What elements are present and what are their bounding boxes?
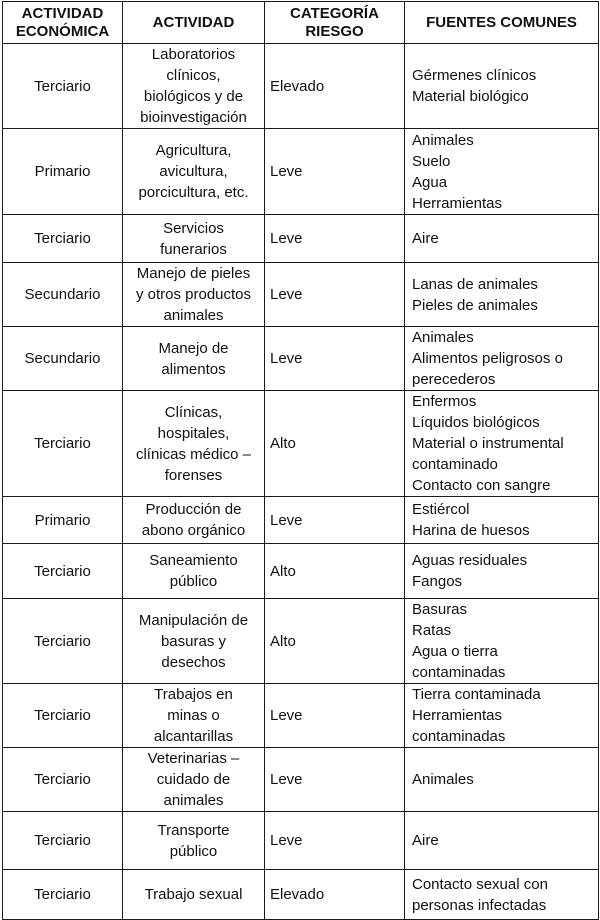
cell-common-sources bbox=[405, 263, 599, 327]
table-row bbox=[3, 327, 599, 391]
source-line: Aire bbox=[412, 230, 439, 247]
cell-activity bbox=[123, 497, 265, 544]
cell-risk-category: Leve bbox=[265, 684, 405, 748]
cell-common-sources bbox=[405, 129, 599, 215]
cell-risk-category: Leve bbox=[265, 327, 405, 391]
table-row bbox=[3, 263, 599, 327]
risk-activity-table bbox=[2, 1, 599, 920]
cell-economic-activity: Secundario bbox=[3, 327, 123, 391]
table-row bbox=[3, 391, 599, 497]
header-economic-activity: ACTIVIDAD ECONÓMICA bbox=[3, 2, 123, 44]
cell-economic-activity: Terciario bbox=[3, 44, 123, 129]
cell-common-sources bbox=[405, 599, 599, 684]
source-line: Suelo bbox=[412, 152, 451, 170]
activity-line: Veterinarias – bbox=[147, 750, 240, 767]
cell-economic-activity: Terciario bbox=[3, 215, 123, 263]
activity-line: clínicas médico – bbox=[135, 445, 252, 463]
source-line: contaminadas bbox=[412, 664, 506, 681]
source-line: Líquidos biológicos bbox=[412, 414, 540, 431]
cell-activity bbox=[123, 327, 265, 391]
cell-economic-activity: Terciario bbox=[3, 599, 123, 684]
activity-line: forenses bbox=[164, 466, 223, 484]
activity-line: cuidado de bbox=[156, 771, 231, 788]
cell-activity bbox=[123, 44, 265, 129]
activity-line: avicultura, bbox=[159, 163, 228, 180]
source-line: Contacto con sangre bbox=[412, 477, 551, 494]
activity-line: Manejo de pieles bbox=[136, 265, 251, 282]
activity-line: Manipulación de bbox=[138, 611, 249, 629]
header-row bbox=[3, 2, 599, 44]
source-line: Agua bbox=[412, 173, 448, 191]
cell-activity bbox=[123, 263, 265, 327]
activity-line: Trabajos en bbox=[154, 686, 233, 703]
activity-line: y otros productos bbox=[135, 286, 252, 303]
activity-line: Manejo de bbox=[158, 339, 229, 357]
table-body bbox=[3, 44, 599, 920]
cell-risk-category: Elevado bbox=[265, 44, 405, 129]
cell-common-sources bbox=[405, 748, 599, 812]
activity-line: basuras y bbox=[160, 632, 227, 650]
cell-common-sources bbox=[405, 684, 599, 748]
activity-line: alcantarillas bbox=[153, 728, 234, 745]
cell-common-sources bbox=[405, 812, 599, 870]
source-line: Material o instrumental bbox=[412, 435, 564, 452]
table-row bbox=[3, 812, 599, 870]
cell-activity bbox=[123, 599, 265, 684]
source-line: Contacto sexual con bbox=[412, 875, 548, 893]
source-line: Animales bbox=[412, 771, 474, 788]
cell-risk-category: Alto bbox=[265, 599, 405, 684]
table-row bbox=[3, 215, 599, 263]
source-line: Pieles de animales bbox=[412, 296, 538, 314]
activity-line: Laboratorios bbox=[151, 46, 236, 63]
cell-activity bbox=[123, 684, 265, 748]
cell-risk-category: Alto bbox=[265, 544, 405, 599]
cell-activity bbox=[123, 391, 265, 497]
activity-line: minas o bbox=[167, 707, 220, 724]
cell-economic-activity: Terciario bbox=[3, 391, 123, 497]
header-activity: ACTIVIDAD bbox=[123, 2, 265, 44]
activity-line: animales bbox=[163, 792, 224, 809]
cell-common-sources bbox=[405, 44, 599, 129]
source-line: personas infectadas bbox=[412, 896, 547, 914]
header-common-sources: FUENTES COMUNES bbox=[405, 2, 599, 44]
activity-line: hospitales, bbox=[157, 424, 230, 442]
activity-line: público bbox=[169, 842, 218, 860]
source-line: Ratas bbox=[412, 622, 452, 639]
header-risk-category: CATEGORÍA RIESGO bbox=[265, 2, 405, 44]
table-row bbox=[3, 684, 599, 748]
activity-line: Saneamiento bbox=[149, 552, 238, 569]
cell-risk-category: Leve bbox=[265, 129, 405, 215]
cell-risk-category: Leve bbox=[265, 748, 405, 812]
activity-line: Transporte bbox=[157, 821, 230, 839]
cell-economic-activity: Terciario bbox=[3, 544, 123, 599]
source-line: Agua o tierra bbox=[412, 643, 498, 660]
cell-common-sources bbox=[405, 215, 599, 263]
table-row bbox=[3, 129, 599, 215]
cell-economic-activity: Terciario bbox=[3, 684, 123, 748]
cell-activity bbox=[123, 215, 265, 263]
cell-activity bbox=[123, 129, 265, 215]
activity-line: bioinvestigación bbox=[140, 109, 247, 126]
table-row bbox=[3, 44, 599, 129]
table-row bbox=[3, 497, 599, 544]
source-line: Material biológico bbox=[412, 88, 529, 105]
source-line: Basuras bbox=[412, 601, 468, 618]
source-line: Lanas de animales bbox=[412, 275, 538, 293]
table-row bbox=[3, 870, 599, 920]
cell-common-sources bbox=[405, 544, 599, 599]
cell-economic-activity: Secundario bbox=[3, 263, 123, 327]
table-row bbox=[3, 544, 599, 599]
activity-line: desechos bbox=[161, 653, 226, 671]
activity-line: Trabajo sexual bbox=[144, 886, 243, 903]
activity-line: funerarios bbox=[160, 240, 227, 258]
source-line: Estiércol bbox=[412, 501, 470, 518]
source-line: Tierra contaminada bbox=[412, 686, 541, 703]
source-line: Aguas residuales bbox=[412, 552, 528, 569]
cell-economic-activity: Terciario bbox=[3, 748, 123, 812]
source-line: Herramientas bbox=[412, 194, 503, 212]
source-line: Alimentos peligrosos o bbox=[412, 350, 563, 367]
cell-common-sources bbox=[405, 391, 599, 497]
cell-activity bbox=[123, 748, 265, 812]
activity-line: porcicultura, etc. bbox=[138, 184, 249, 201]
activity-line: alimentos bbox=[161, 360, 226, 378]
source-line: Gérmenes clínicos bbox=[412, 67, 537, 84]
activity-line: público bbox=[169, 573, 218, 590]
source-line: Aire bbox=[412, 832, 439, 849]
source-line: contaminadas bbox=[412, 728, 506, 745]
cell-risk-category: Leve bbox=[265, 812, 405, 870]
cell-economic-activity: Terciario bbox=[3, 812, 123, 870]
cell-risk-category: Elevado bbox=[265, 870, 405, 920]
activity-line: Servicios bbox=[163, 219, 224, 237]
table-row bbox=[3, 599, 599, 684]
table-row bbox=[3, 748, 599, 812]
cell-activity bbox=[123, 812, 265, 870]
cell-common-sources bbox=[405, 497, 599, 544]
source-line: Animales bbox=[412, 329, 474, 346]
cell-activity bbox=[123, 544, 265, 599]
cell-risk-category: Leve bbox=[265, 263, 405, 327]
activity-line: clínicos, bbox=[166, 67, 221, 84]
source-line: Fangos bbox=[412, 573, 463, 590]
cell-activity bbox=[123, 870, 265, 920]
activity-line: Agricultura, bbox=[155, 142, 232, 159]
cell-risk-category: Leve bbox=[265, 215, 405, 263]
cell-risk-category: Leve bbox=[265, 497, 405, 544]
cell-common-sources bbox=[405, 870, 599, 920]
source-line: Harina de huesos bbox=[412, 522, 530, 539]
source-line: Enfermos bbox=[412, 393, 477, 410]
cell-economic-activity: Primario bbox=[3, 129, 123, 215]
activity-line: abono orgánico bbox=[141, 522, 246, 539]
cell-economic-activity: Primario bbox=[3, 497, 123, 544]
cell-economic-activity: Terciario bbox=[3, 870, 123, 920]
source-line: perecederos bbox=[412, 371, 496, 388]
activity-line: Producción de bbox=[145, 501, 242, 518]
source-line: contaminado bbox=[412, 456, 498, 473]
cell-risk-category: Alto bbox=[265, 391, 405, 497]
activity-line: biológicos y de bbox=[143, 88, 244, 105]
source-line: Animales bbox=[412, 131, 474, 149]
source-line: Herramientas bbox=[412, 707, 503, 724]
activity-line: animales bbox=[163, 307, 224, 324]
activity-line: Clínicas, bbox=[164, 403, 223, 421]
cell-common-sources bbox=[405, 327, 599, 391]
